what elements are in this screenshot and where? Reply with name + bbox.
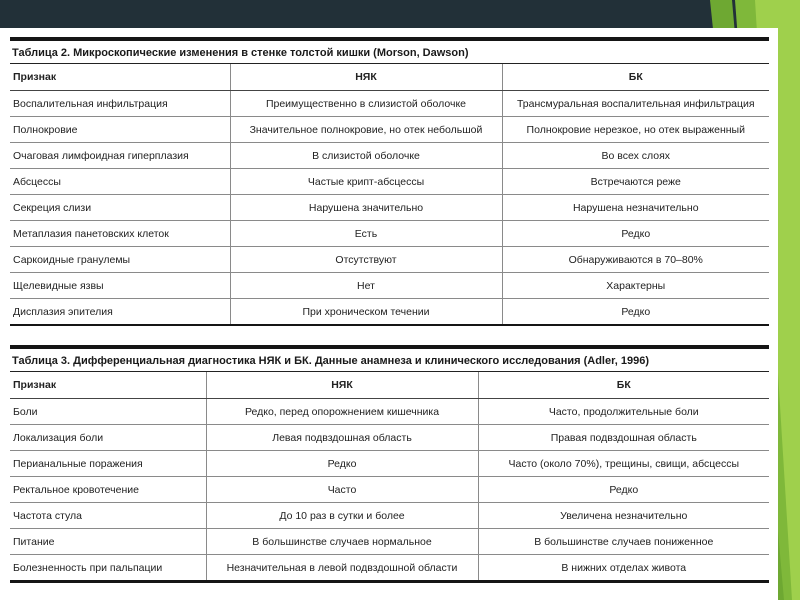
document-sheet <box>0 28 778 600</box>
cell-nyak: Есть <box>230 221 502 247</box>
table-2 <box>10 64 769 326</box>
cell-bk: Часто (около 70%), трещины, свищи, абсцессы <box>478 451 769 477</box>
cell-feature: Полнокровие <box>10 117 230 143</box>
cell-bk: Часто, продолжительные боли <box>478 399 769 425</box>
cell-nyak: Нет <box>230 273 502 299</box>
cell-feature: Болезненность при пальпации <box>10 555 206 582</box>
cell-feature: Очаговая лимфоидная гиперплазия <box>10 143 230 169</box>
cell-feature: Перианальные поражения <box>10 451 206 477</box>
cell-feature: Дисплазия эпителия <box>10 299 230 326</box>
cell-nyak: Незначительная в левой подвздошной области <box>206 555 478 582</box>
table-2-caption: Таблица 2. Микроскопические изменения в стенке толстой кишки (Morson, Dawson) <box>12 47 469 59</box>
table-row <box>10 273 769 299</box>
table-header-row <box>10 372 769 399</box>
cell-bk: Редко <box>502 299 769 326</box>
table-row <box>10 477 769 503</box>
table-row <box>10 503 769 529</box>
cell-nyak: Значительное полнокровие, но отек небольшой <box>230 117 502 143</box>
cell-feature: Воспалительная инфильтрация <box>10 91 230 117</box>
table-row <box>10 221 769 247</box>
cell-bk: Правая подвздошная область <box>478 425 769 451</box>
cell-feature: Ректальное кровотечение <box>10 477 206 503</box>
table-row <box>10 425 769 451</box>
cell-nyak: Отсутствуют <box>230 247 502 273</box>
cell-bk: Встречаются реже <box>502 169 769 195</box>
table-row <box>10 529 769 555</box>
table-2-block <box>10 37 769 326</box>
table-3-block <box>10 345 769 583</box>
header-nyak: НЯК <box>230 64 502 91</box>
cell-nyak: При хроническом течении <box>230 299 502 326</box>
cell-feature: Боли <box>10 399 206 425</box>
cell-feature: Метаплазия панетовских клеток <box>10 221 230 247</box>
header-nyak: НЯК <box>206 372 478 399</box>
table-row <box>10 91 769 117</box>
cell-nyak: Частые крипт-абсцессы <box>230 169 502 195</box>
cell-bk: Обнаруживаются в 70–80% <box>502 247 769 273</box>
cell-feature: Частота стула <box>10 503 206 529</box>
cell-nyak: Преимущественно в слизистой оболочке <box>230 91 502 117</box>
cell-bk: Нарушена незначительно <box>502 195 769 221</box>
header-priznak: Признак <box>10 64 230 91</box>
cell-feature: Щелевидные язвы <box>10 273 230 299</box>
table-header-row <box>10 64 769 91</box>
cell-nyak: Редко <box>206 451 478 477</box>
table-3 <box>10 372 769 583</box>
cell-nyak: В слизистой оболочке <box>230 143 502 169</box>
table-row <box>10 555 769 582</box>
cell-feature: Абсцессы <box>10 169 230 195</box>
cell-feature: Секреция слизи <box>10 195 230 221</box>
cell-bk: Во всех слоях <box>502 143 769 169</box>
table-row <box>10 399 769 425</box>
cell-bk: Трансмуральная воспалительная инфильтрация <box>502 91 769 117</box>
cell-bk: Редко <box>478 477 769 503</box>
cell-bk: Увеличена незначительно <box>478 503 769 529</box>
header-priznak: Признак <box>10 372 206 399</box>
cell-feature: Питание <box>10 529 206 555</box>
table-row <box>10 169 769 195</box>
table-row <box>10 117 769 143</box>
table-row <box>10 451 769 477</box>
cell-bk: Характерны <box>502 273 769 299</box>
table-row <box>10 143 769 169</box>
cell-nyak: Редко, перед опорожнением кишечника <box>206 399 478 425</box>
table-row <box>10 195 769 221</box>
cell-bk: В большинстве случаев пониженное <box>478 529 769 555</box>
table-3-caption: Таблица 3. Дифференциальная диагностика НЯК и БК. Данные анамнеза и клинического исследования (Adler, 1996) <box>12 355 650 367</box>
table-row <box>10 299 769 326</box>
cell-bk: Редко <box>502 221 769 247</box>
cell-nyak: Нарушена значительно <box>230 195 502 221</box>
header-bk: БК <box>478 372 769 399</box>
cell-nyak: До 10 раз в сутки и более <box>206 503 478 529</box>
cell-nyak: Часто <box>206 477 478 503</box>
cell-nyak: В большинстве случаев нормальное <box>206 529 478 555</box>
cell-bk: Полнокровие нерезкое, но отек выраженный <box>502 117 769 143</box>
header-bk: БК <box>502 64 769 91</box>
cell-bk: В нижних отделах живота <box>478 555 769 582</box>
table-row <box>10 247 769 273</box>
cell-feature: Саркоидные гранулемы <box>10 247 230 273</box>
cell-feature: Локализация боли <box>10 425 206 451</box>
cell-nyak: Левая подвздошная область <box>206 425 478 451</box>
